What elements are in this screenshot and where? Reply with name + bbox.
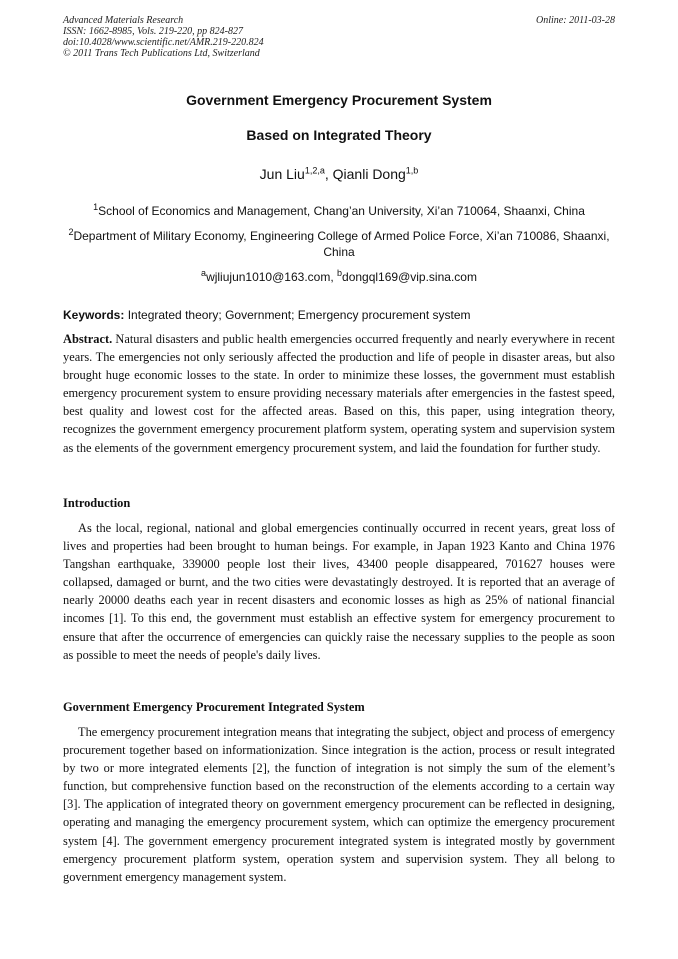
section-paragraph — [63, 723, 615, 886]
online-date: Online: 2011-03-28 — [536, 15, 615, 26]
abstract — [63, 330, 615, 457]
email-link[interactable]: dongql169@vip.sina.com — [342, 270, 477, 284]
paper-title-line-1: Government Emergency Procurement System — [186, 92, 492, 108]
author-separator: , — [324, 166, 333, 182]
email-separator: , — [330, 270, 337, 284]
author-superscript: 1,b — [405, 165, 419, 176]
journal-name: Advanced Materials Research — [63, 15, 184, 26]
affiliation — [63, 203, 615, 219]
email-link[interactable]: wjliujun1010@163.com — [206, 270, 331, 284]
keywords-label: Keywords: — [63, 308, 125, 322]
affiliation-superscript: 2 — [68, 227, 74, 237]
keywords — [63, 307, 615, 323]
abstract-label: Abstract. — [63, 332, 113, 346]
section-paragraph — [63, 519, 615, 664]
affiliation-text: School of Economics and Management, Chang’an University, Xi’an 710064, Shaanxi, China — [98, 204, 585, 218]
author-name: Jun Liu — [259, 166, 305, 182]
journal-copyright: © 2011 Trans Tech Publications Ltd, Switzerland — [63, 48, 260, 59]
paragraph-text: As the local, regional, national and global emergencies continually occurred in recent years, great loss of lives and properties had been brought to human beings. For example, in Japan 1923 Kanto and China 1976 Tangshan earthquake, 339000 people lost their lives, 43400 people disappeared, 701627 houses were collapsed, damaged or burnt, and the two cities were devastatingly destroyed. It is reported that an average of nearly 20000 deaths each year in recent disasters and economic losses as high as 25% of national financial incomes [1]. To this end, the government must establish an effective system for emergency procurement to ensure that after the occurrence of emergencies can quickly raise the necessary supplies to the people as soon as possible to meet the needs of people's daily lives. — [63, 521, 615, 662]
author-list — [63, 166, 615, 182]
section-heading: Introduction — [63, 496, 131, 510]
journal-doi: doi:10.4028/www.scientific.net/AMR.219-220.824 — [63, 37, 264, 48]
journal-header — [63, 15, 615, 59]
email-superscript: a — [201, 268, 207, 278]
abstract-text: Natural disasters and public health emergencies occurred frequently and nearly everywhere in recent years. The emergencies not only seriously affected the production and life of people in disaster areas, but also brought huge economic losses to the state. In order to minimize these losses, the government must establish emergency procurement system to ensure providing necessary materials after emergencies in the fastest speed, best quality and lowest cost for the affected areas. Based on this, this paper, using integration theory, recognizes the government emergency procurement platform system, operating system and supervision system as the elements of the government emergency procurement system, and laid the foundation for further study. — [63, 332, 615, 455]
author-emails — [63, 269, 615, 285]
author-name: Qianli Dong — [332, 166, 406, 182]
paper-title-line-2: Based on Integrated Theory — [246, 127, 432, 143]
affiliation-text: Department of Military Economy, Engineering College of Armed Police Force, Xi’an 710086, Shaanxi, China — [73, 229, 610, 259]
email-superscript: b — [337, 268, 343, 278]
journal-issn: ISSN: 1662-8985, Vols. 219-220, pp 824-827 — [63, 26, 243, 37]
affiliation-superscript: 1 — [93, 202, 99, 212]
paragraph-text: The emergency procurement integration means that integrating the subject, object and process of emergency procurement together based on informationization. Since integration is the action, process or result integrated by two or more integrated elements [2], the function of integration is not simply the sum of the element’s function, but comprehensive function based on the reconstruction of the elements according to a certain way [3]. The application of integrated theory on government emergency procurement can be reflected in designing, operating and managing the emergency procurement system, which can optimize the emergency procurement system [4]. The government emergency procurement integrated system is integrated mostly by government emergency procurement platform system, operation system and supervision system. They all belong to government emergency management system. — [63, 725, 615, 884]
section-heading: Government Emergency Procurement Integrated System — [63, 700, 365, 714]
keywords-text: Integrated theory; Government; Emergency procurement system — [124, 308, 471, 322]
affiliation — [63, 228, 615, 260]
author-superscript: 1,2,a — [304, 165, 325, 176]
